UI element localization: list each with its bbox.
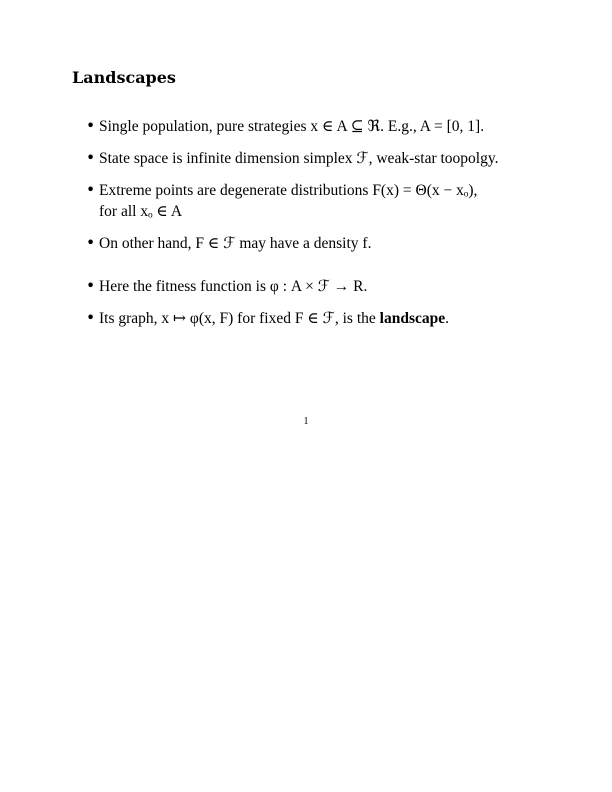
bullet-text: State space is infinite dimension simplex ℱ, weak-star toopolgy. (99, 150, 499, 167)
landscape-term: landscape (379, 310, 446, 327)
bullet-dot: • (86, 234, 96, 252)
bullet-dot: • (86, 309, 96, 327)
bullet-text: On other hand, F ∈ ℱ may have a density f. (99, 235, 372, 252)
page-title: Landscapes (72, 68, 176, 87)
bullet-text (99, 310, 449, 327)
bullet-list (86, 116, 556, 340)
bullet-text: Single population, pure strategies x ∈ A ⊆ ℜ. E.g., A = [0, 1]. (99, 118, 485, 135)
bullet-dot: • (86, 117, 96, 135)
bullet-dot: • (86, 149, 96, 167)
bullet-text: Here the fitness function is φ : A × ℱ → R. (99, 278, 368, 295)
bullet-dot: • (86, 181, 96, 199)
bullet-dot: • (86, 277, 96, 295)
bullet-item-extreme-points (86, 180, 556, 222)
page-number: 1 (303, 416, 309, 427)
bullet-item-landscape (86, 308, 556, 329)
bullet-text-lead: Its graph, x ↦ φ(x, F) for fixed F ∈ ℱ, is the (99, 310, 376, 327)
bullet-item-density (86, 233, 556, 254)
bullet-item-state-space (86, 148, 556, 169)
bullet-text: Extreme points are degenerate distributions F(x) = Θ(x − xₒ), for all xₒ ∈ A (99, 182, 478, 220)
bullet-item-population (86, 116, 556, 137)
closing-punct: . (445, 310, 449, 327)
bullet-item-fitness-function (86, 276, 556, 297)
